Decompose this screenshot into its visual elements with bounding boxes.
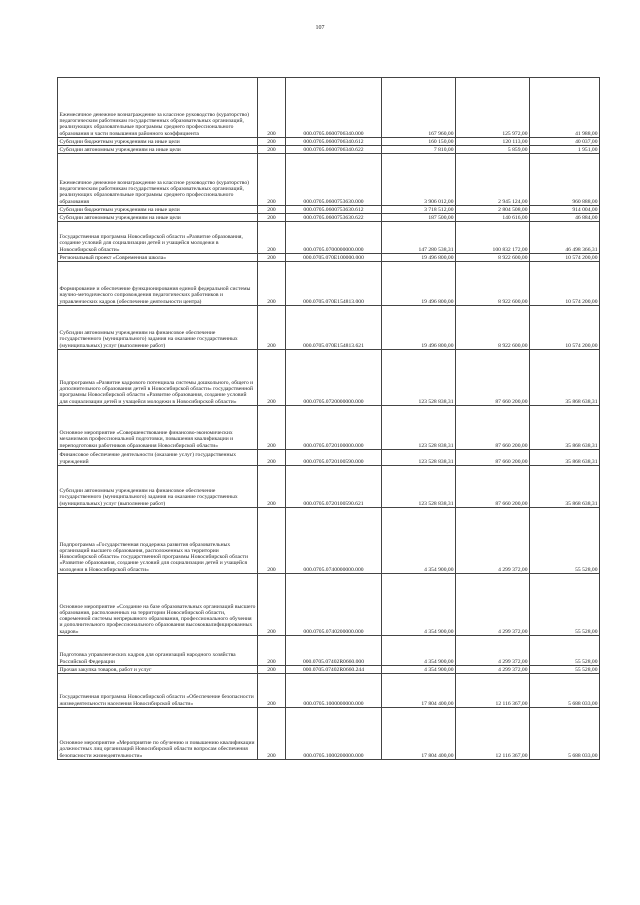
row-value-2-cell: 87 660 200,00 <box>456 450 530 466</box>
row-code-cell: 200 <box>258 666 286 674</box>
row-name-cell: Субсидии бюджетным учреждениям на иные цели <box>58 138 258 146</box>
table-row <box>58 206 600 214</box>
row-name-cell: Региональный проект «Современная школа» <box>58 254 258 262</box>
table-row <box>58 306 600 350</box>
row-kbk-cell: 000.0705.0720100590.000 <box>286 450 382 466</box>
row-kbk-cell: 000.0705.0720000000.000 <box>286 350 382 406</box>
row-name-cell: Подпрограмма «Развитие кадрового потенциала системы дошкольного, общего и дополнительного образования детей в Новосибирской области» государственной программы Новосибирской области «Развитие образования, создание условий для социализации детей и учащейся молодежи в Новосибирской области» <box>58 350 258 406</box>
row-value-1-cell: 167 960,00 <box>382 78 456 138</box>
row-kbk-cell: 000.0705.0740000000.000 <box>286 508 382 574</box>
row-value-1-cell: 7 810,00 <box>382 146 456 154</box>
table-row <box>58 350 600 406</box>
row-value-3-cell: 41 988,00 <box>530 78 600 138</box>
table-row <box>58 138 600 146</box>
table-row <box>58 636 600 666</box>
row-kbk-cell: 000.0705.0600753630.612 <box>286 206 382 214</box>
row-value-3-cell: 35 868 638,31 <box>530 450 600 466</box>
page-number: 107 <box>315 25 325 31</box>
table-row <box>58 222 600 254</box>
row-name-cell: Финансовое обеспечение деятельности (оказание услуг) государственных учреждений <box>58 450 258 466</box>
row-name-cell: Формирование и обеспечение функционирования единой федеральной системы научно-методического сопровождения педагогических работников и управленческих кадров (обеспечение деятельности центра) <box>58 262 258 306</box>
row-value-3-cell: 55 528,00 <box>530 574 600 636</box>
row-value-3-cell: 960 888,00 <box>530 154 600 206</box>
row-value-2-cell: 12 116 367,00 <box>456 674 530 708</box>
row-name-cell: Субсидии автономным учреждениям на финансовое обеспечение государственного (муниципального) задания на оказание государственных (муниципальных) услуг (выполнение работ) <box>58 306 258 350</box>
row-value-3-cell: 35 868 638,31 <box>530 406 600 450</box>
row-name-cell: Субсидии автономным учреждениям на иные цели <box>58 214 258 222</box>
row-value-2-cell: 4 299 372,00 <box>456 508 530 574</box>
row-value-1-cell: 123 528 838,31 <box>382 406 456 450</box>
row-value-3-cell: 10 574 200,00 <box>530 262 600 306</box>
row-code-cell: 200 <box>258 214 286 222</box>
row-name-cell: Государственная программа Новосибирской области «Обеспечение безопасности жизнедеятельности населения Новосибирской области» <box>58 674 258 708</box>
row-kbk-cell: 000.0705.1000000000.000 <box>286 674 382 708</box>
row-value-1-cell: 17 804 400,00 <box>382 674 456 708</box>
row-kbk-cell: 000.0705.0720100590.621 <box>286 466 382 508</box>
row-value-2-cell: 12 116 367,00 <box>456 708 530 760</box>
row-value-3-cell: 46 884,00 <box>530 214 600 222</box>
row-kbk-cell: 000.0705.0600753630.000 <box>286 154 382 206</box>
row-value-1-cell: 19 496 800,00 <box>382 306 456 350</box>
row-name-cell: Основное мероприятие «Создание на базе образовательных организаций высшего образования, расположенных на территории Новосибирской области, современной системы непрерывного образования, профессионального обучения и дополнительного профессионального образования высококвалифицированных кадров» <box>58 574 258 636</box>
row-kbk-cell: 000.0705.0600753630.622 <box>286 214 382 222</box>
row-value-2-cell: 8 922 600,00 <box>456 254 530 262</box>
row-value-3-cell: 55 528,00 <box>530 666 600 674</box>
row-kbk-cell: 000.0705.0740200000.000 <box>286 574 382 636</box>
row-code-cell: 200 <box>258 406 286 450</box>
row-value-3-cell: 10 574 200,00 <box>530 306 600 350</box>
row-code-cell: 200 <box>258 154 286 206</box>
table-row <box>58 146 600 154</box>
row-name-cell: Подготовка управленческих кадров для организаций народного хозяйства Российской Федерации <box>58 636 258 666</box>
row-value-1-cell: 19 496 800,00 <box>382 254 456 262</box>
row-value-2-cell: 2 804 508,00 <box>456 206 530 214</box>
table-row <box>58 708 600 760</box>
row-value-1-cell: 3 718 512,00 <box>382 206 456 214</box>
row-value-3-cell: 5 688 033,00 <box>530 674 600 708</box>
row-value-1-cell: 160 150,00 <box>382 138 456 146</box>
row-value-2-cell: 87 660 200,00 <box>456 350 530 406</box>
row-code-cell: 200 <box>258 222 286 254</box>
row-name-cell: Прочая закупка товаров, работ и услуг <box>58 666 258 674</box>
row-value-2-cell: 4 299 372,00 <box>456 666 530 674</box>
table-row <box>58 574 600 636</box>
row-kbk-cell: 000.0705.0700000000.000 <box>286 222 382 254</box>
row-value-2-cell: 87 660 200,00 <box>456 466 530 508</box>
row-name-cell: Ежемесячное денежное вознаграждение за классное руководство (кураторство) педагогическим работникам государственных образовательных организаций, реализующих образовательные программы среднего профессионального образования <box>58 154 258 206</box>
budget-table-body <box>58 78 600 760</box>
row-name-cell: Государственная программа Новосибирской области «Развитие образования, создание условий для социализации детей и учащейся молодежи в Новосибирской области» <box>58 222 258 254</box>
row-kbk-cell: 000.0705.07402R0660.244 <box>286 666 382 674</box>
row-name-cell: Основное мероприятие «Совершенствование финансово-экономических механизмов профессиональной подготовки, повышения квалификации и переподготовки работников образования Новосибирской области» <box>58 406 258 450</box>
row-value-3-cell: 1 951,00 <box>530 146 600 154</box>
row-name-cell: Субсидии автономным учреждениям на финансовое обеспечение государственного (муниципального) задания на оказание государственных (муниципальных) услуг (выполнение работ) <box>58 466 258 508</box>
row-code-cell: 200 <box>258 450 286 466</box>
row-value-1-cell: 4 354 900,00 <box>382 574 456 636</box>
row-value-1-cell: 123 528 838,31 <box>382 350 456 406</box>
row-value-3-cell: 46 498 366,31 <box>530 222 600 254</box>
row-value-3-cell: 35 868 638,31 <box>530 466 600 508</box>
row-name-cell: Основное мероприятие «Мероприятие по обучению и повышению квалификации должностных лиц организаций Новосибирской области вопросам обеспечения безопасности жизнедеятельности» <box>58 708 258 760</box>
row-value-3-cell: 914 004,00 <box>530 206 600 214</box>
row-value-2-cell: 120 113,00 <box>456 138 530 146</box>
row-kbk-cell: 000.0705.1000200000.000 <box>286 708 382 760</box>
row-value-3-cell: 40 037,00 <box>530 138 600 146</box>
row-code-cell: 200 <box>258 254 286 262</box>
row-value-1-cell: 4 354 900,00 <box>382 636 456 666</box>
row-value-2-cell: 5 859,00 <box>456 146 530 154</box>
row-name-cell: Ежемесячное денежное вознаграждение за классное руководство (кураторство) педагогическим работникам государственных образовательных организаций, реализующих образовательные программы среднего профессионального образования и части повышения районного коэффициента <box>58 78 258 138</box>
row-value-1-cell: 4 354 900,00 <box>382 508 456 574</box>
row-value-1-cell: 123 528 838,31 <box>382 466 456 508</box>
row-kbk-cell: 000.0705.0600706340.622 <box>286 146 382 154</box>
table-row <box>58 674 600 708</box>
table-row <box>58 262 600 306</box>
row-value-3-cell: 35 868 638,31 <box>530 350 600 406</box>
row-code-cell: 200 <box>258 306 286 350</box>
table-row <box>58 508 600 574</box>
row-kbk-cell: 000.0705.070E154813.000 <box>286 262 382 306</box>
row-value-2-cell: 4 299 372,00 <box>456 574 530 636</box>
table-row <box>58 78 600 138</box>
row-code-cell: 200 <box>258 146 286 154</box>
row-code-cell: 200 <box>258 508 286 574</box>
budget-table <box>57 77 600 760</box>
row-value-2-cell: 2 945 124,00 <box>456 154 530 206</box>
row-value-1-cell: 17 804 400,00 <box>382 708 456 760</box>
row-value-1-cell: 4 354 900,00 <box>382 666 456 674</box>
row-value-2-cell: 100 832 172,00 <box>456 222 530 254</box>
row-code-cell: 200 <box>258 78 286 138</box>
table-row <box>58 450 600 466</box>
row-kbk-cell: 000.0705.0600706340.612 <box>286 138 382 146</box>
row-kbk-cell: 000.0705.070E154813.621 <box>286 306 382 350</box>
row-value-2-cell: 4 299 372,00 <box>456 636 530 666</box>
row-code-cell: 200 <box>258 574 286 636</box>
row-name-cell: Подпрограмма «Государственная поддержка развития образовательных организаций высшего образования, расположенных на территории Новосибирской области» государственной программы Новосибирской области «Развитие образования, создание условий для социализации детей и учащейся молодежи в Новосибирской области» <box>58 508 258 574</box>
row-value-1-cell: 19 496 800,00 <box>382 262 456 306</box>
table-row <box>58 214 600 222</box>
row-value-1-cell: 187 500,00 <box>382 214 456 222</box>
row-value-1-cell: 147 280 538,31 <box>382 222 456 254</box>
row-kbk-cell: 000.0705.0600706340.000 <box>286 78 382 138</box>
row-kbk-cell: 000.0705.070E100000.000 <box>286 254 382 262</box>
row-value-1-cell: 3 906 012,00 <box>382 154 456 206</box>
row-kbk-cell: 000.0705.07402R0660.000 <box>286 636 382 666</box>
row-value-2-cell: 140 616,00 <box>456 214 530 222</box>
row-value-2-cell: 8 922 600,00 <box>456 262 530 306</box>
row-value-3-cell: 55 528,00 <box>530 636 600 666</box>
row-code-cell: 200 <box>258 350 286 406</box>
row-name-cell: Субсидии автономным учреждениям на иные цели <box>58 146 258 154</box>
row-code-cell: 200 <box>258 206 286 214</box>
table-row <box>58 466 600 508</box>
table-row <box>58 254 600 262</box>
row-value-3-cell: 10 574 200,00 <box>530 254 600 262</box>
row-code-cell: 200 <box>258 262 286 306</box>
row-value-3-cell: 55 528,00 <box>530 508 600 574</box>
table-row <box>58 666 600 674</box>
row-name-cell: Субсидии бюджетным учреждениям на иные цели <box>58 206 258 214</box>
table-row <box>58 154 600 206</box>
table-row <box>58 406 600 450</box>
row-value-2-cell: 8 922 600,00 <box>456 306 530 350</box>
row-code-cell: 200 <box>258 636 286 666</box>
row-value-1-cell: 123 528 838,31 <box>382 450 456 466</box>
row-value-3-cell: 5 688 033,00 <box>530 708 600 760</box>
row-value-2-cell: 87 660 200,00 <box>456 406 530 450</box>
row-code-cell: 200 <box>258 708 286 760</box>
row-code-cell: 200 <box>258 674 286 708</box>
row-code-cell: 200 <box>258 138 286 146</box>
row-kbk-cell: 000.0705.0720100000.000 <box>286 406 382 450</box>
row-code-cell: 200 <box>258 466 286 508</box>
row-value-2-cell: 125 972,00 <box>456 78 530 138</box>
